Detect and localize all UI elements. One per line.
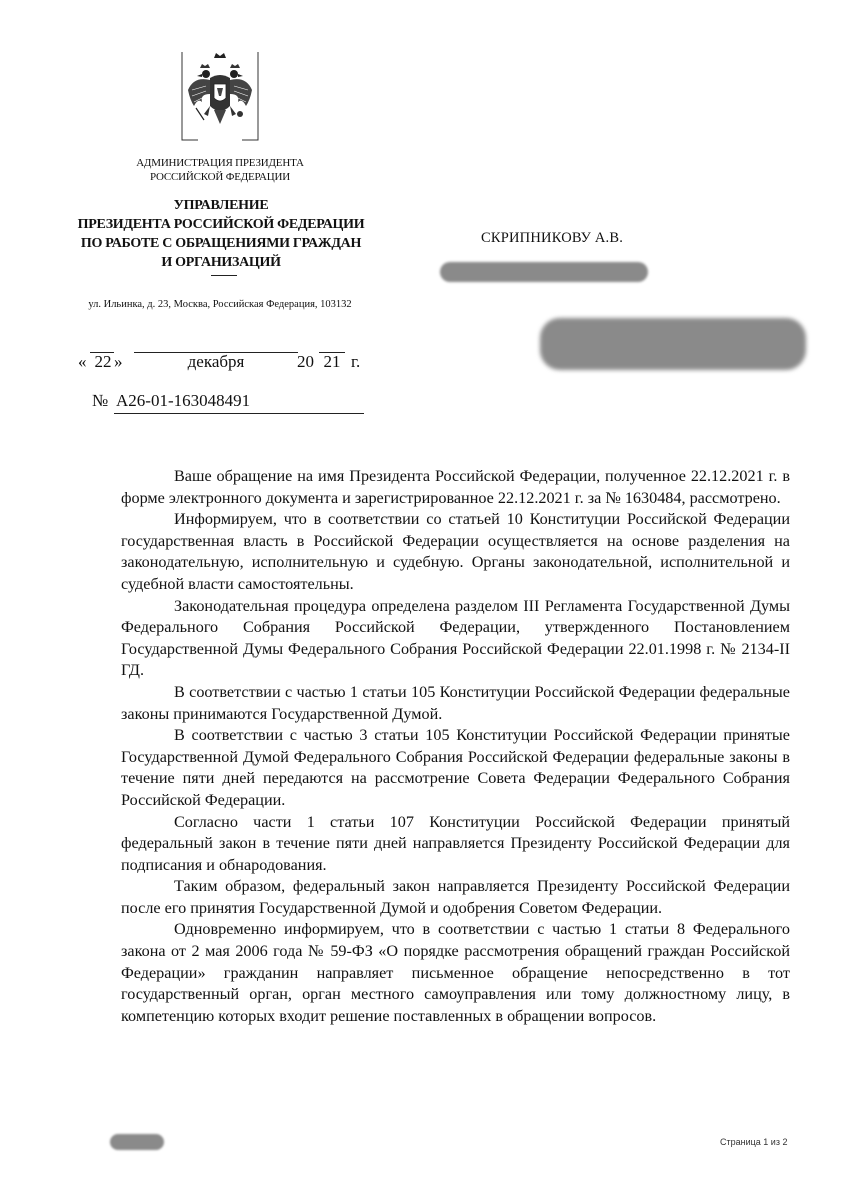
letter-body: [121, 466, 790, 1027]
admin-line-1: АДМИНИСТРАЦИЯ ПРЕЗИДЕНТА: [136, 157, 304, 169]
redaction-mark: [110, 1134, 164, 1150]
body-paragraph: В соответствии с частью 3 статьи 105 Конституции Российской Федерации принятые Государственной Думой Федерального Собрания Российской Федерации федеральные законы в течение пяти дней передаются на рассмотрение Совета Федерации Федерального Собрания Российской Федерации.: [121, 726, 790, 809]
department-heading: [56, 196, 386, 272]
body-paragraph: Законодательная процедура определена разделом III Регламента Государственной Думы Федерального Собрания Российской Федерации, утвержденного Постановлением Государственной Думы Федерального Собрания Российской Федерации 22.01.1998 г. № 2134-II ГД.: [121, 596, 790, 680]
date-month: декабря: [187, 352, 245, 371]
day-underline: [90, 352, 114, 353]
recipient-name: СКРИПНИКОВУ А.В.: [481, 230, 624, 246]
sender-address: ул. Ильинка, д. 23, Москва, Российская Федерация, 103132: [88, 299, 352, 310]
year-underline: [319, 352, 345, 353]
admin-line-2: РОССИЙСКОЙ ФЕДЕРАЦИИ: [149, 171, 291, 183]
number-label: №: [92, 391, 109, 410]
date-open-quote: «: [78, 352, 87, 371]
number-value: А26-01-163048491: [116, 391, 251, 410]
redaction-mark: [540, 318, 806, 370]
double-headed-eagle-emblem-icon: [180, 50, 260, 142]
heading-divider: [211, 275, 237, 276]
date-close-quote: »: [114, 352, 123, 371]
number-underline: [114, 413, 364, 414]
body-paragraph: Информируем, что в соответствии со статьей 10 Конституции Российской Федерации государственная власть в Российской Федерации осуществляется на основе разделения на законодательную, исполнительную и судебную. Органы законодательной, исполнительной и судебной власти самостоятельны.: [121, 510, 790, 593]
letter-date: [78, 352, 398, 376]
date-year-suffix: 21: [323, 352, 341, 371]
dept-line-4: И ОРГАНИЗАЦИЙ: [161, 255, 281, 270]
date-year-abbr: г.: [351, 352, 361, 371]
body-paragraph: Таким образом, федеральный закон направляется Президенту Российской Федерации после его принятия Государственной Думой и одобрения Советом Федерации.: [121, 877, 790, 917]
body-paragraph: Согласно части 1 статьи 107 Конституции Российской Федерации принятый федеральный закон в течение пяти дней направляется Президенту Российской Федерации для подписания и обнародования.: [121, 812, 790, 874]
month-underline: [134, 352, 298, 353]
body-paragraph: Одновременно информируем, что в соответствии с частью 1 статьи 8 Федерального закона от 2 мая 2006 года № 59-ФЗ «О порядке рассмотрения обращений граждан Российской Федерации» гражданин направляет письменное обращение непосредственно в тот государственный орган, орган местного самоуправления или тому должностному лицу, в компетенцию которых входит решение поставленных в обращении вопросов.: [121, 920, 790, 1025]
letter-number: [92, 391, 372, 415]
date-year-prefix: 20: [297, 352, 314, 371]
redaction-mark: [440, 262, 648, 282]
body-paragraph: Ваше обращение на имя Президента Российской Федерации, полученное 22.12.2021 г. в форме электронного документа и зарегистрированное 22.12.2021 г. за № 1630484, рассмотрено.: [121, 467, 790, 507]
dept-line-2: ПРЕЗИДЕНТА РОССИЙСКОЙ ФЕДЕРАЦИИ: [77, 217, 365, 232]
administration-heading: [100, 156, 340, 184]
page-number: Страница 1 из 2: [720, 1137, 788, 1147]
date-day: 22: [94, 352, 112, 371]
dept-line-3: ПО РАБОТЕ С ОБРАЩЕНИЯМИ ГРАЖДАН: [80, 236, 362, 251]
dept-line-1: УПРАВЛЕНИЕ: [173, 198, 269, 213]
body-paragraph: В соответствии с частью 1 статьи 105 Конституции Российской Федерации федеральные законы принимаются Государственной Думой.: [121, 682, 790, 723]
